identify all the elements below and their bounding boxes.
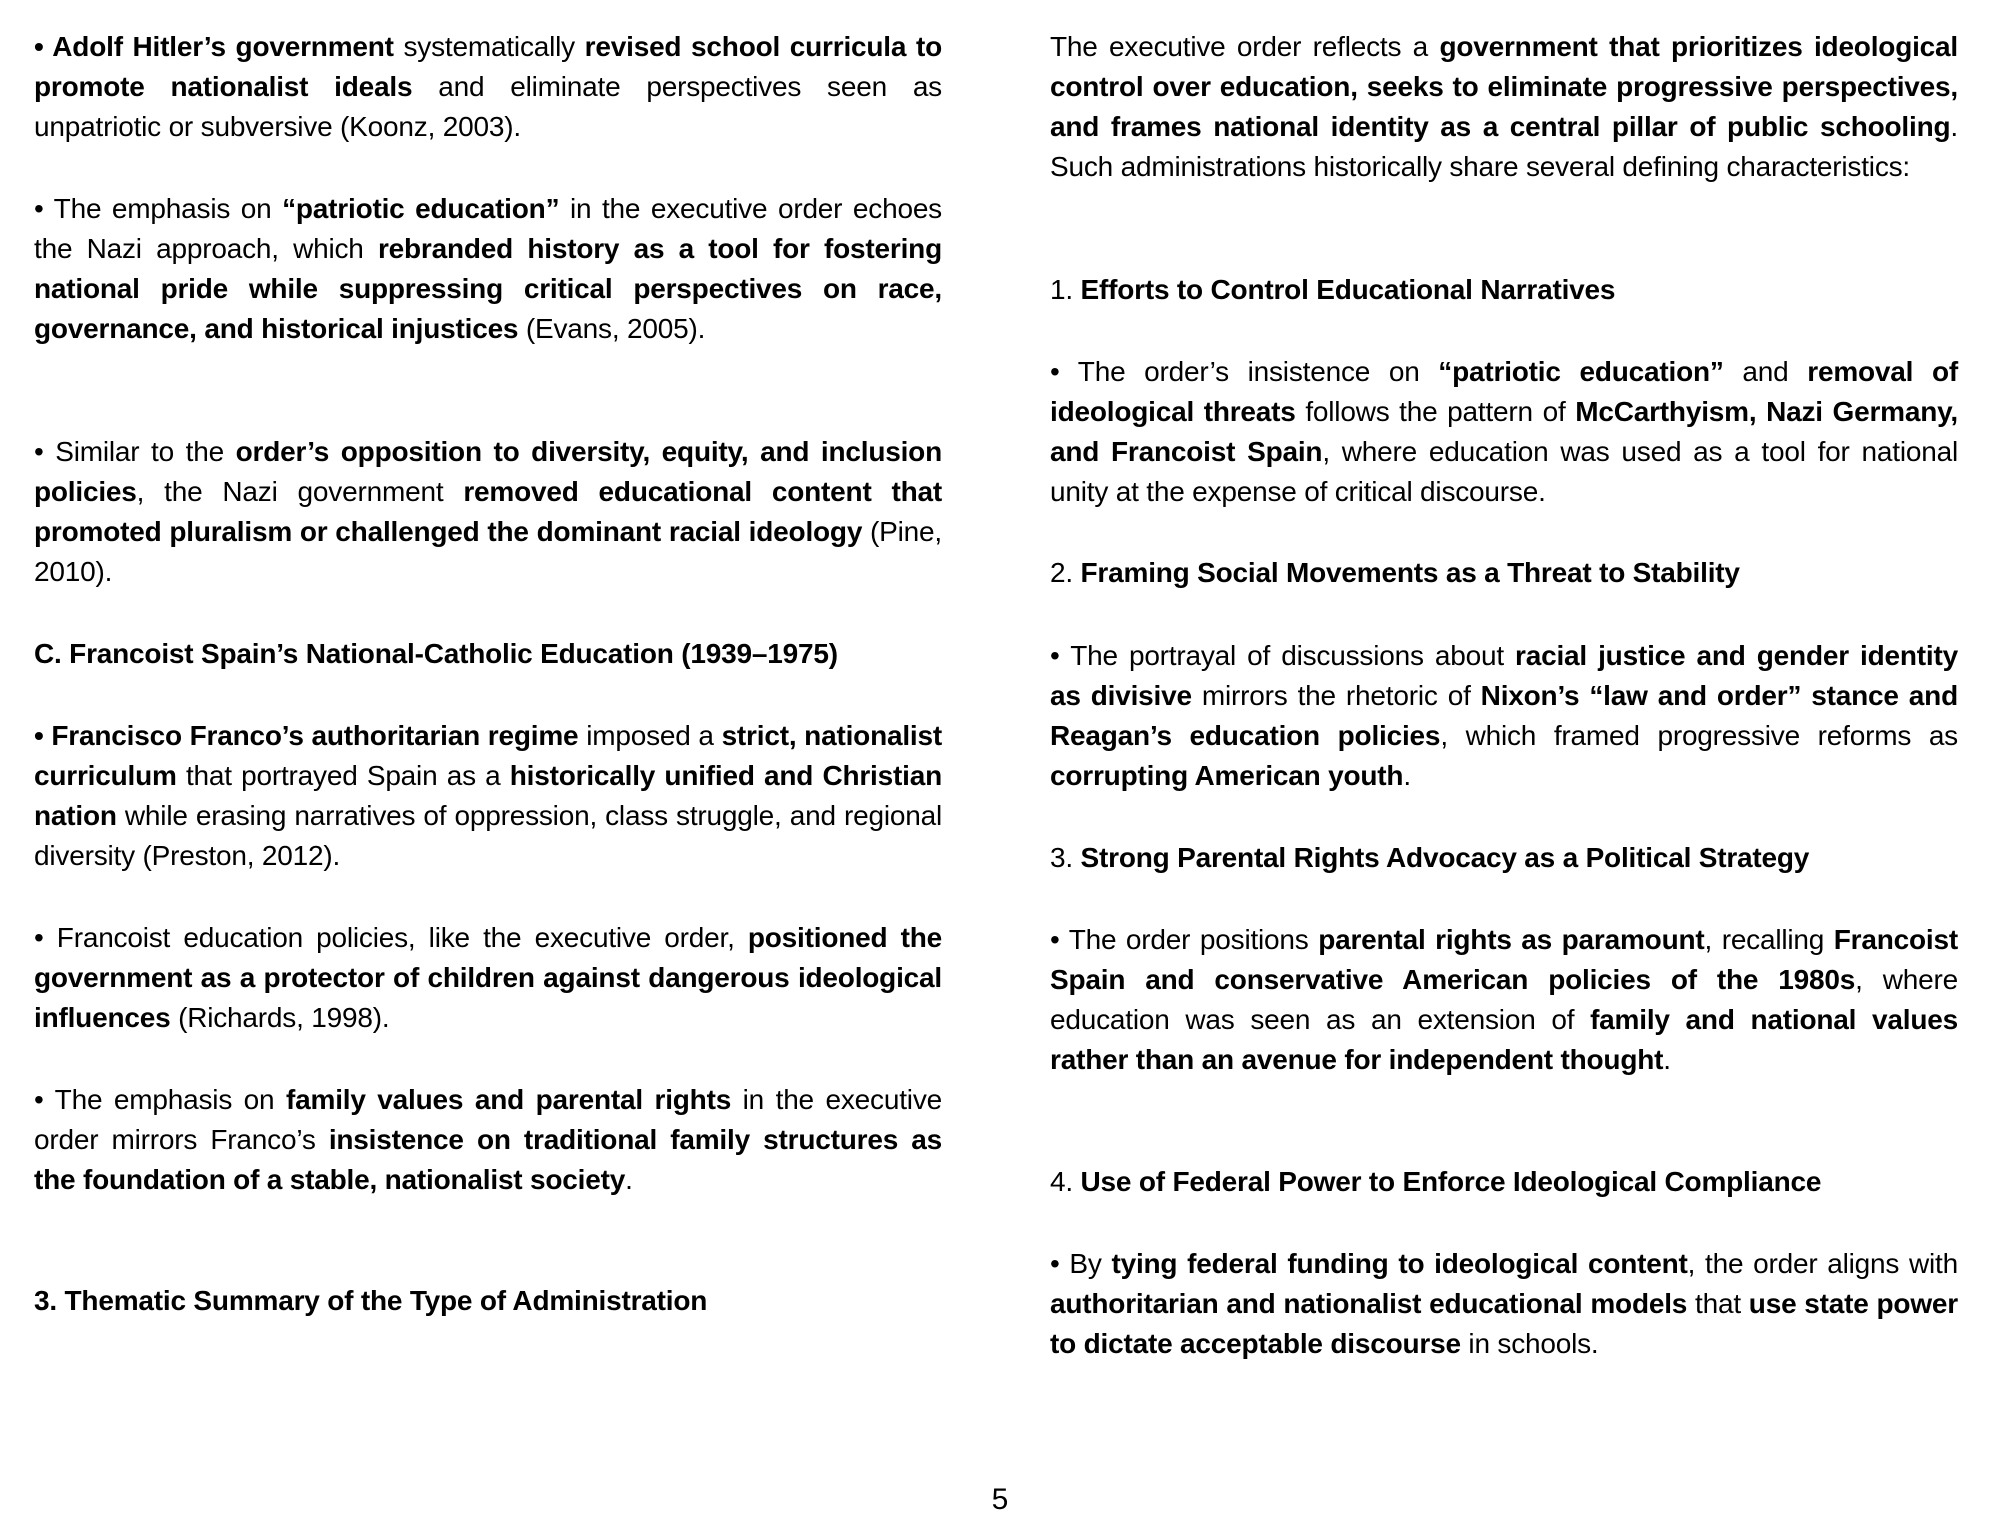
text-run: 2. <box>1050 557 1081 588</box>
bold-text-run: racial justice and gender identity as divisive <box>1050 640 1958 711</box>
bold-text-run: Framing Social Movements as a Threat to Stability <box>1080 557 1740 588</box>
text-run: (Pine, 2010). <box>34 516 942 587</box>
page-number: 5 <box>991 1483 1009 1516</box>
bullet-parental-rights-paramount <box>1050 920 1958 1080</box>
bold-text-run: tying federal funding to ideological content <box>1111 1248 1688 1279</box>
heading-federal-power <box>1050 1162 1958 1202</box>
heading-control-narratives <box>1050 270 1958 310</box>
bold-text-run: • <box>34 720 52 751</box>
bold-text-run: positioned the government as a protector of children against dangerous ideological influences <box>34 922 943 1033</box>
text-run: mirrors the rhetoric of <box>1191 680 1481 711</box>
bullet-family-values <box>34 1080 942 1200</box>
bold-text-run: family and national values rather than an avenue for independent thought <box>1050 1004 1958 1075</box>
text-run: , the order aligns with <box>1687 1248 1958 1279</box>
text-run: , where education was used as a tool for national unity at the expense of critical discourse. <box>1050 436 1958 507</box>
bold-text-run: Francoist Spain and conservative American policies of the 1980s <box>1050 924 1958 995</box>
heading-thematic-summary <box>34 1281 942 1321</box>
bold-text-run: authoritarian and nationalist educational models <box>1050 1288 1688 1319</box>
text-run: 3. <box>1050 842 1081 873</box>
text-run: that <box>1687 1288 1749 1319</box>
bold-text-run: order’s opposition to diversity, equity, and inclusion policies <box>34 436 942 507</box>
bold-text-run: rebranded history as a tool for fostering national pride while suppressing critical perspectives on race, governance, and historical injustices <box>34 233 942 344</box>
text-run: 4. <box>1050 1166 1081 1197</box>
text-run: • By <box>1050 1248 1112 1279</box>
bold-text-run: historically unified and Christian nation <box>34 760 942 831</box>
bold-text-run: C. Francoist Spain’s National-Catholic Education (1939–1975) <box>34 638 838 669</box>
text-run: • Similar to the <box>34 436 236 467</box>
bold-text-run: “patriotic education” <box>282 193 560 224</box>
bullet-federal-funding <box>1050 1244 1958 1364</box>
bullet-hitler-curricula <box>34 27 942 147</box>
text-run: , the Nazi government <box>136 476 464 507</box>
text-run: systematically <box>393 31 585 62</box>
bullet-francoist-protector <box>34 918 942 1038</box>
bold-text-run: government that prioritizes ideological control over education, seeks to eliminate progressive perspectives, and frames national identity as a central pillar of public schooling <box>1050 31 1959 142</box>
bold-text-run: family values and parental rights <box>286 1084 732 1115</box>
text-run: follows the pattern of <box>1295 396 1576 427</box>
text-run: • The order positions <box>1050 924 1319 955</box>
bold-text-run: 3. Thematic Summary of the Type of Administration <box>34 1285 708 1316</box>
bold-text-run: revised school curricula to promote nationalist ideals <box>34 31 942 102</box>
text-run: . <box>1663 1044 1671 1075</box>
text-run: that portrayed Spain as a <box>176 760 510 791</box>
heading-social-movements <box>1050 553 1958 593</box>
bold-text-run: • <box>34 31 53 62</box>
bold-text-run: Nixon’s “law and order” stance and Reagan’s education policies <box>1050 680 1958 751</box>
text-run: imposed a <box>578 720 722 751</box>
text-run: (Evans, 2005). <box>518 313 706 344</box>
text-run: . <box>625 1164 633 1195</box>
text-run: • The portrayal of discussions about <box>1050 640 1516 671</box>
text-run: . <box>1403 760 1411 791</box>
text-run: • The emphasis on <box>34 1084 287 1115</box>
paragraph-executive-order-reflects <box>1050 27 1958 187</box>
bold-text-run: parental rights as paramount <box>1318 924 1705 955</box>
text-run: and eliminate perspectives seen as unpatriotic or subversive (Koonz, 2003). <box>34 71 942 142</box>
bullet-ideological-threats <box>1050 352 1958 512</box>
text-run: , recalling <box>1704 924 1834 955</box>
bold-text-run: strict, nationalist curriculum <box>34 720 943 791</box>
bold-text-run: Francisco Franco’s authoritarian regime <box>51 720 579 751</box>
text-run: 1. <box>1050 274 1081 305</box>
bold-text-run: McCarthyism, Nazi Germany, and Francoist Spain <box>1050 396 1958 467</box>
text-run: • Francoist education policies, like the executive order, <box>34 922 748 953</box>
bold-text-run: Strong Parental Rights Advocacy as a Political Strategy <box>1080 842 1810 873</box>
text-run: • The order’s insistence on <box>1050 356 1439 387</box>
bold-text-run: insistence on traditional family structures as the foundation of a stable, nationalist society <box>34 1124 942 1195</box>
heading-parental-rights <box>1050 838 1958 878</box>
right-column <box>1050 0 1958 1440</box>
text-run: , where education was seen as an extension of <box>1050 964 1958 1035</box>
text-run: in the executive order mirrors Franco’s <box>34 1084 942 1155</box>
bullet-patriotic-education-nazi <box>34 189 942 349</box>
bold-text-run: “patriotic education” <box>1438 356 1724 387</box>
bold-text-run: removed educational content that promoted pluralism or challenged the dominant racial ideology <box>34 476 943 547</box>
bold-text-run: removal of ideological threats <box>1050 356 1958 427</box>
bullet-racial-justice <box>1050 636 1958 796</box>
text-run: . Such administrations historically share several defining characteristics: <box>1050 111 1958 182</box>
left-column <box>34 0 942 1440</box>
bullet-dei-opposition <box>34 432 942 592</box>
bold-text-run: use state power to dictate acceptable discourse <box>1050 1288 1958 1359</box>
text-run: in schools. <box>1460 1328 1599 1359</box>
text-run: and <box>1723 356 1808 387</box>
text-run: The executive order reflects a <box>1050 31 1440 62</box>
text-run: while erasing narratives of oppression, class struggle, and regional diversity (Preston, 2012). <box>34 800 942 871</box>
text-run: • The emphasis on <box>34 193 283 224</box>
bold-text-run: corrupting American youth <box>1050 760 1404 791</box>
text-run: , which framed progressive reforms as <box>1440 720 1958 751</box>
text-run: (Richards, 1998). <box>170 1002 390 1033</box>
bold-text-run: Efforts to Control Educational Narratives <box>1080 274 1616 305</box>
bullet-franco-regime <box>34 716 942 876</box>
bold-text-run: Use of Federal Power to Enforce Ideological Compliance <box>1080 1166 1822 1197</box>
text-run: in the executive order echoes the Nazi approach, which <box>34 193 942 264</box>
bold-text-run: Adolf Hitler’s government <box>52 31 394 62</box>
heading-francoist-spain <box>34 634 942 674</box>
